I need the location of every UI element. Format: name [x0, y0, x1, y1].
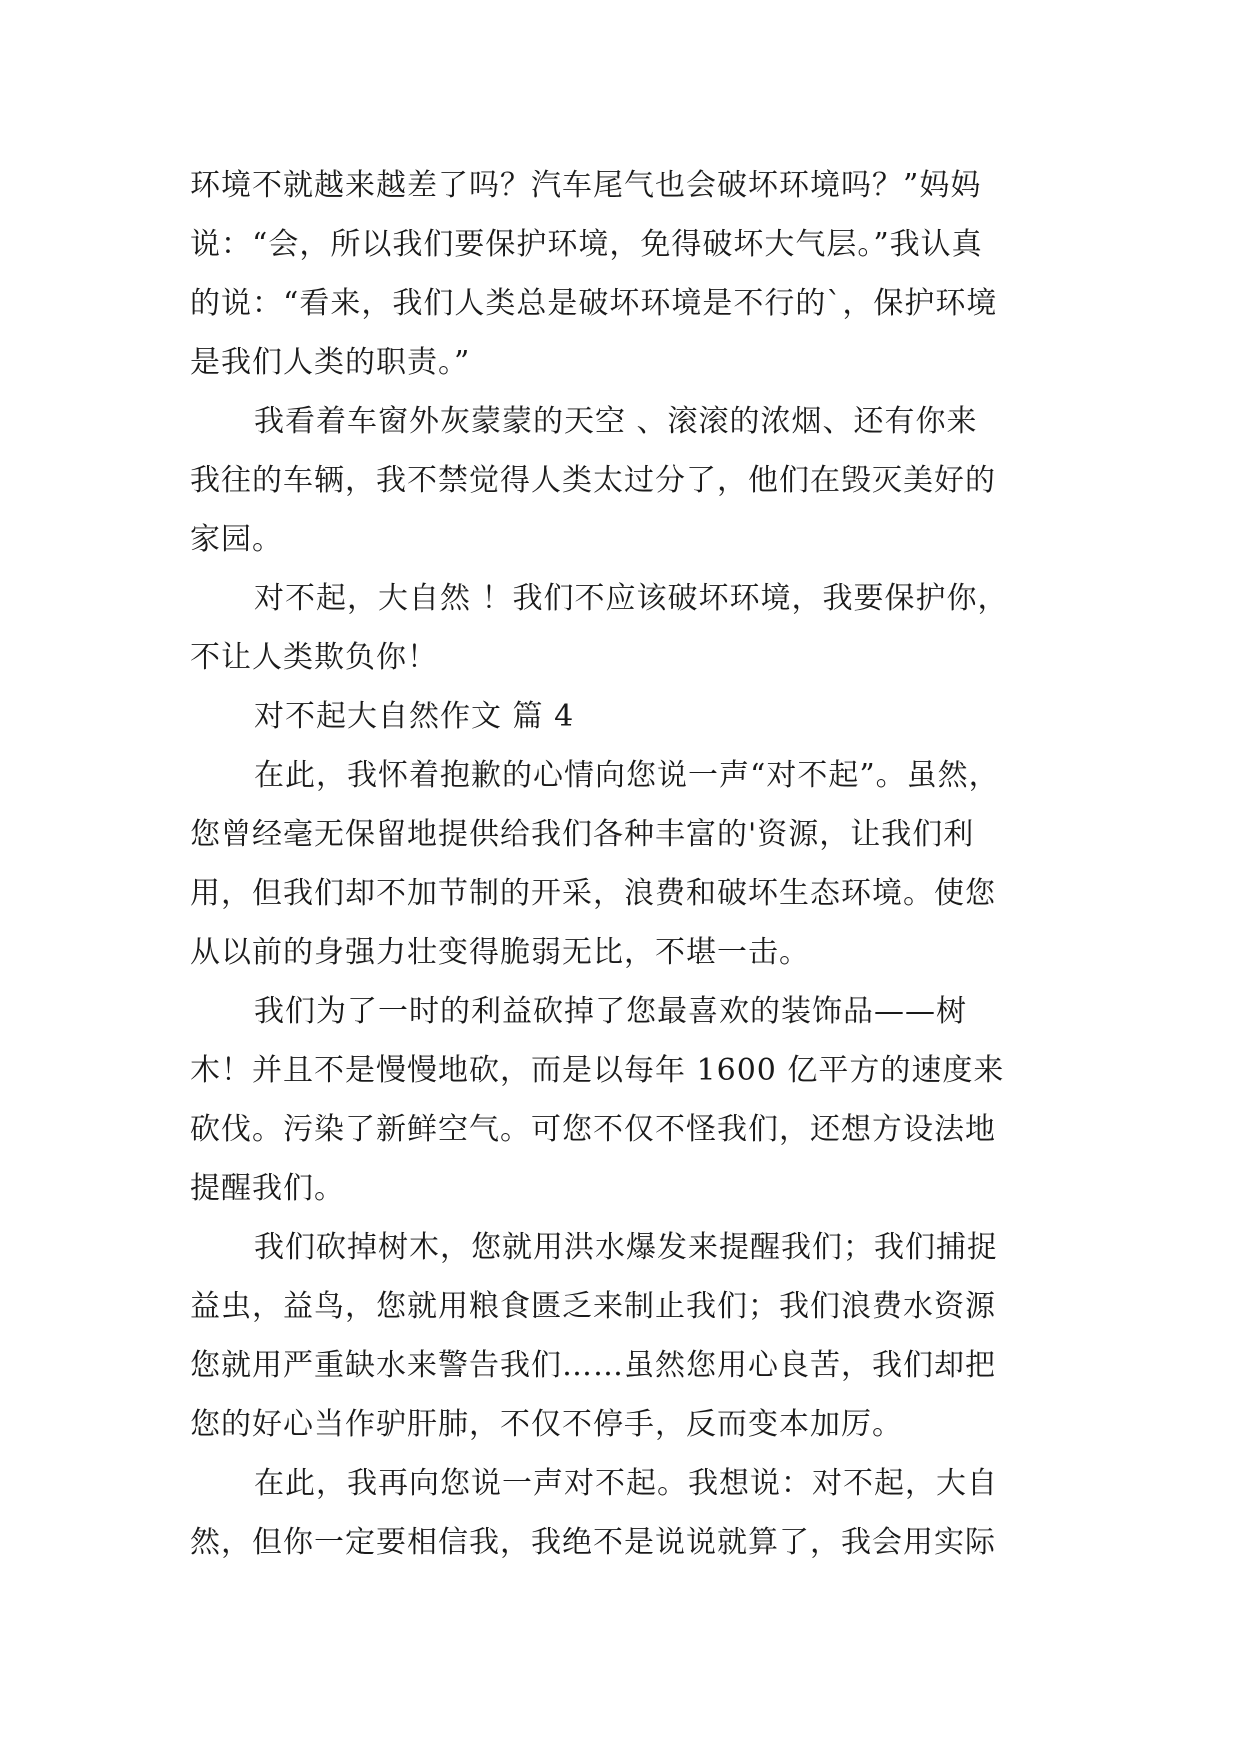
text-line: 然，但你一定要相信我，我绝不是说说就算了，我会用实际: [190, 1525, 996, 1560]
text-line: 您曾经毫无保留地提供给我们各种丰富的'资源，让我们利: [190, 817, 975, 852]
paragraph-first-line: 对不起大自然作文 篇 4: [254, 699, 575, 734]
text-line: 您的好心当作驴肝肺，不仅不停手，反而变本加厉。: [190, 1407, 903, 1442]
text-line: 是我们人类的职责。”: [190, 345, 471, 380]
text-line: 家园。: [190, 522, 283, 557]
text-line: 说：“会，所以我们要保护环境，免得破坏大气层。”我认真: [190, 227, 983, 262]
text-line: 木！并且不是慢慢地砍，而是以每年 1600 亿平方的速度来: [190, 1053, 1005, 1088]
text-line: 从以前的身强力壮变得脆弱无比，不堪一击。: [190, 935, 810, 970]
text-line: 我往的车辆，我不禁觉得人类太过分了，他们在毁灭美好的: [190, 463, 996, 498]
text-line: 用，但我们却不加节制的开采，浪费和破坏生态环境。使您: [190, 876, 996, 911]
text-line: 环境不就越来越差了吗？汽车尾气也会破坏环境吗？”妈妈: [190, 168, 982, 203]
paragraph-first-line: 我看着车窗外灰蒙蒙的天空 、滚滚的浓烟、还有你来: [254, 404, 978, 439]
paragraph-first-line: 在此，我再向您说一声对不起。我想说：对不起，大自: [254, 1466, 998, 1501]
text-line: 砍伐。污染了新鲜空气。可您不仅不怪我们，还想方设法地: [190, 1112, 996, 1147]
paragraph-first-line: 我们砍掉树木，您就用洪水爆发来提醒我们；我们捕捉: [254, 1230, 998, 1265]
text-line: 益虫，益鸟，您就用粮食匮乏来制止我们；我们浪费水资源: [190, 1289, 996, 1324]
paragraph-first-line: 我们为了一时的利益砍掉了您最喜欢的装饰品——树: [254, 994, 967, 1029]
paragraph-first-line: 对不起，大自然 ！我们不应该破坏环境，我要保护你，: [254, 581, 1009, 616]
text-line: 您就用严重缺水来警告我们……虽然您用心良苦，我们却把: [190, 1348, 996, 1383]
text-line: 的说：“看来，我们人类总是破坏环境是不行的`，保护环境: [190, 286, 998, 321]
text-line: 不让人类欺负你！: [190, 640, 438, 675]
text-line: 提醒我们。: [190, 1171, 345, 1206]
paragraph-first-line: 在此，我怀着抱歉的心情向您说一声“对不起”。虽然，: [254, 758, 1000, 793]
essay-body: [190, 156, 1050, 1572]
